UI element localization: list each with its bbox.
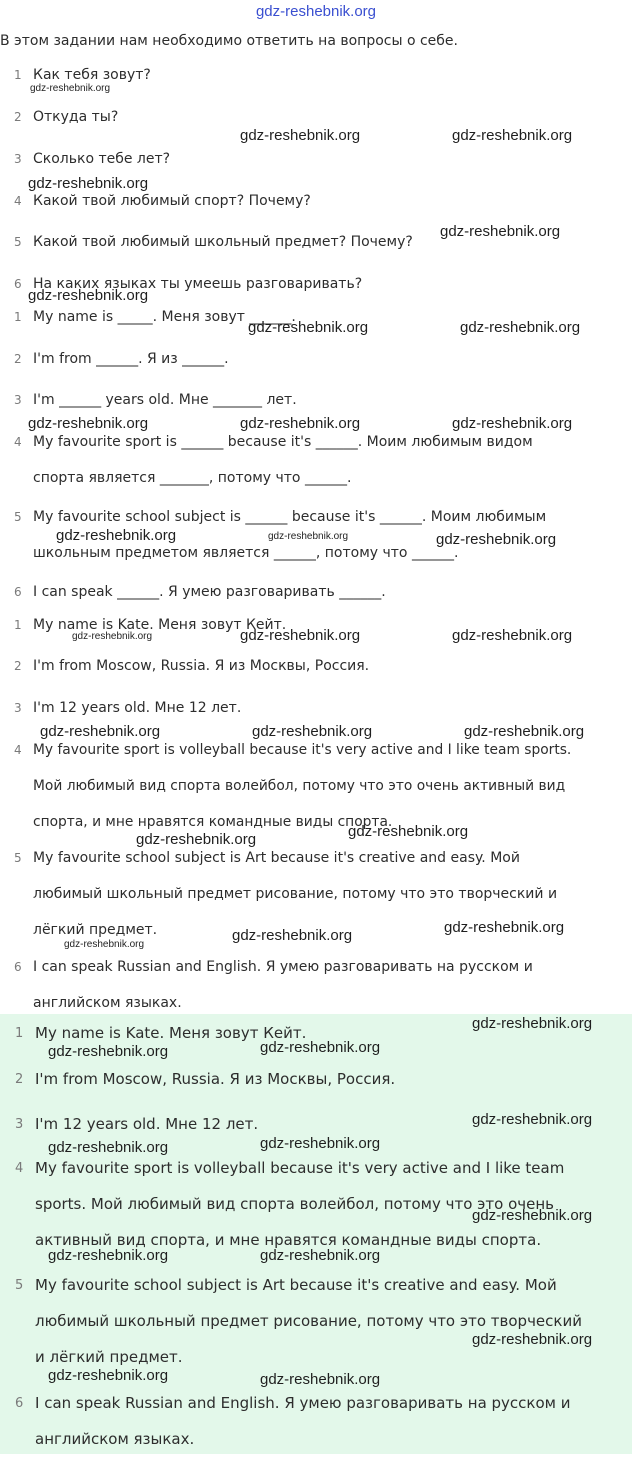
watermark: gdz-reshebnik.org <box>260 1247 381 1264</box>
item-line: активный вид спорта, и мне нравятся командные виды спорта. <box>35 1231 542 1249</box>
watermark: gdz-reshebnik.org <box>464 723 585 740</box>
item-line: My name is Kate. Меня зовут Кейт. <box>33 617 287 633</box>
site-title: gdz-reshebnik.org <box>255 3 377 20</box>
watermark: gdz-reshebnik.org <box>252 723 373 740</box>
item-line: sports. Мой любимый вид спорта волейбол, потому что это очень <box>35 1195 554 1213</box>
item-line: любимый школьный предмет рисование, потому что это творческий и <box>33 886 558 902</box>
item-text <box>33 949 533 1021</box>
highlighted-answers-section <box>0 1014 632 1454</box>
watermark: gdz-reshebnik.org <box>72 631 153 642</box>
watermark: gdz-reshebnik.org <box>40 723 161 740</box>
item-line: Какой твой любимый школьный предмет? Почему? <box>33 234 413 250</box>
item-number: 2 <box>14 110 22 124</box>
item-line: I'm 12 years old. Мне 12 лет. <box>33 700 242 716</box>
watermark: gdz-reshebnik.org <box>136 831 257 848</box>
item-text <box>33 141 170 177</box>
watermark: gdz-reshebnik.org <box>452 127 573 144</box>
watermark: gdz-reshebnik.org <box>48 1043 169 1060</box>
item-number: 2 <box>15 1072 24 1087</box>
watermark: gdz-reshebnik.org <box>28 287 149 304</box>
item-line: My favourite school subject is Art because it's creative and easy. Мой <box>35 1276 557 1294</box>
watermark: gdz-reshebnik.org <box>436 531 557 548</box>
watermark: gdz-reshebnik.org <box>260 1135 381 1152</box>
item-number: 6 <box>14 277 22 291</box>
watermark: gdz-reshebnik.org <box>240 627 361 644</box>
item-text <box>35 1150 564 1258</box>
item-text <box>33 382 297 418</box>
item-line: I can speak Russian and English. Я умею разговаривать на русском и <box>35 1394 571 1412</box>
item-line: My name is _____. Меня зовут ______. <box>33 309 296 325</box>
watermark: gdz-reshebnik.org <box>460 319 581 336</box>
item-text <box>33 99 118 135</box>
item-number: 2 <box>14 659 22 673</box>
item-text <box>33 574 386 610</box>
item-text <box>35 1061 395 1097</box>
item-number: 3 <box>14 152 22 166</box>
item-text <box>33 424 533 496</box>
intro-text: В этом задании нам необходимо ответить на вопросы о себе. <box>0 33 458 49</box>
item-text <box>35 1267 582 1375</box>
watermark: gdz-reshebnik.org <box>452 415 573 432</box>
item-line: My favourite school subject is ______ because it's ______. Моим любимым <box>33 509 547 525</box>
item-line: английском языках. <box>35 1430 195 1448</box>
watermark: gdz-reshebnik.org <box>348 823 469 840</box>
item-line: спорта является _______, потому что ______. <box>33 470 352 486</box>
item-line: школьным предметом является ______, потому что ______. <box>33 545 459 561</box>
item-number: 4 <box>14 743 22 757</box>
item-number: 4 <box>15 1161 24 1176</box>
item-text <box>33 224 413 260</box>
watermark: gdz-reshebnik.org <box>472 1331 593 1348</box>
item-line: I'm from Moscow, Russia. Я из Москвы, Россия. <box>35 1070 396 1088</box>
item-line: My favourite sport is ______ because it's ______. Моим любимым видом <box>33 434 533 450</box>
watermark: gdz-reshebnik.org <box>440 223 561 240</box>
item-number: 3 <box>14 393 22 407</box>
item-line: Мой любимый вид спорта волейбол, потому что это очень активный вид <box>33 778 566 794</box>
watermark: gdz-reshebnik.org <box>48 1367 169 1384</box>
watermark: gdz-reshebnik.org <box>240 415 361 432</box>
item-line: лёгкий предмет. <box>33 922 158 938</box>
watermark: gdz-reshebnik.org <box>260 1039 381 1056</box>
item-line: и лёгкий предмет. <box>35 1348 183 1366</box>
item-line: любимый школьный предмет рисование, потому что это творческий <box>35 1312 582 1330</box>
item-line: Какой твой любимый спорт? Почему? <box>33 193 311 209</box>
watermark: gdz-reshebnik.org <box>64 939 145 950</box>
watermark: gdz-reshebnik.org <box>472 1111 593 1128</box>
item-text <box>35 1106 258 1142</box>
watermark: gdz-reshebnik.org <box>268 531 349 542</box>
item-number: 5 <box>14 851 22 865</box>
item-line: английском языках. <box>33 995 182 1011</box>
item-number: 5 <box>14 510 22 524</box>
item-line: My name is Kate. Меня зовут Кейт. <box>35 1024 307 1042</box>
item-number: 6 <box>14 960 22 974</box>
item-number: 4 <box>14 194 22 208</box>
item-line: I can speak Russian and English. Я умею разговаривать на русском и <box>33 959 533 975</box>
item-number: 2 <box>14 352 22 366</box>
watermark: gdz-reshebnik.org <box>48 1247 169 1264</box>
item-line: Сколько тебе лет? <box>33 151 171 167</box>
watermark: gdz-reshebnik.org <box>48 1139 169 1156</box>
watermark: gdz-reshebnik.org <box>444 919 565 936</box>
item-line: My favourite school subject is Art because it's creative and easy. Мой <box>33 850 520 866</box>
item-text <box>33 732 571 840</box>
item-number: 6 <box>15 1396 24 1411</box>
watermark: gdz-reshebnik.org <box>56 527 177 544</box>
watermark: gdz-reshebnik.org <box>260 1371 381 1388</box>
watermark: gdz-reshebnik.org <box>240 127 361 144</box>
watermark: gdz-reshebnik.org <box>472 1207 593 1224</box>
item-line: I'm ______ years old. Мне _______ лет. <box>33 392 297 408</box>
watermark: gdz-reshebnik.org <box>472 1015 593 1032</box>
item-number: 5 <box>14 235 22 249</box>
item-number: 3 <box>14 701 22 715</box>
item-number: 3 <box>15 1117 24 1132</box>
item-line: Как тебя зовут? <box>33 67 151 83</box>
item-line: На каких языках ты умеешь разговаривать? <box>33 276 363 292</box>
item-line: My favourite sport is volleyball because it's very active and I like team sports. <box>33 742 572 758</box>
item-line: спорта, и мне нравятся командные виды спорта. <box>33 814 393 830</box>
item-line: I'm 12 years old. Мне 12 лет. <box>35 1115 259 1133</box>
watermark: gdz-reshebnik.org <box>30 83 111 94</box>
item-number: 1 <box>14 68 22 82</box>
item-number: 4 <box>14 435 22 449</box>
item-line: I'm from ______. Я из ______. <box>33 351 229 367</box>
item-number: 1 <box>14 618 22 632</box>
item-line: Откуда ты? <box>33 109 119 125</box>
item-number: 1 <box>14 310 22 324</box>
watermark: gdz-reshebnik.org <box>28 175 149 192</box>
item-line: I'm from Moscow, Russia. Я из Москвы, Россия. <box>33 658 370 674</box>
watermark: gdz-reshebnik.org <box>248 319 369 336</box>
item-number: 1 <box>15 1026 24 1041</box>
item-text <box>33 690 241 726</box>
watermark: gdz-reshebnik.org <box>232 927 353 944</box>
item-line: My favourite sport is volleyball because it's very active and I like team <box>35 1159 565 1177</box>
item-text <box>33 341 229 377</box>
item-text <box>33 648 369 684</box>
item-number: 6 <box>14 585 22 599</box>
watermark: gdz-reshebnik.org <box>452 627 573 644</box>
item-line: I can speak ______. Я умею разговаривать ______. <box>33 584 386 600</box>
watermark: gdz-reshebnik.org <box>28 415 149 432</box>
item-number: 5 <box>15 1278 24 1293</box>
item-text <box>35 1385 571 1457</box>
